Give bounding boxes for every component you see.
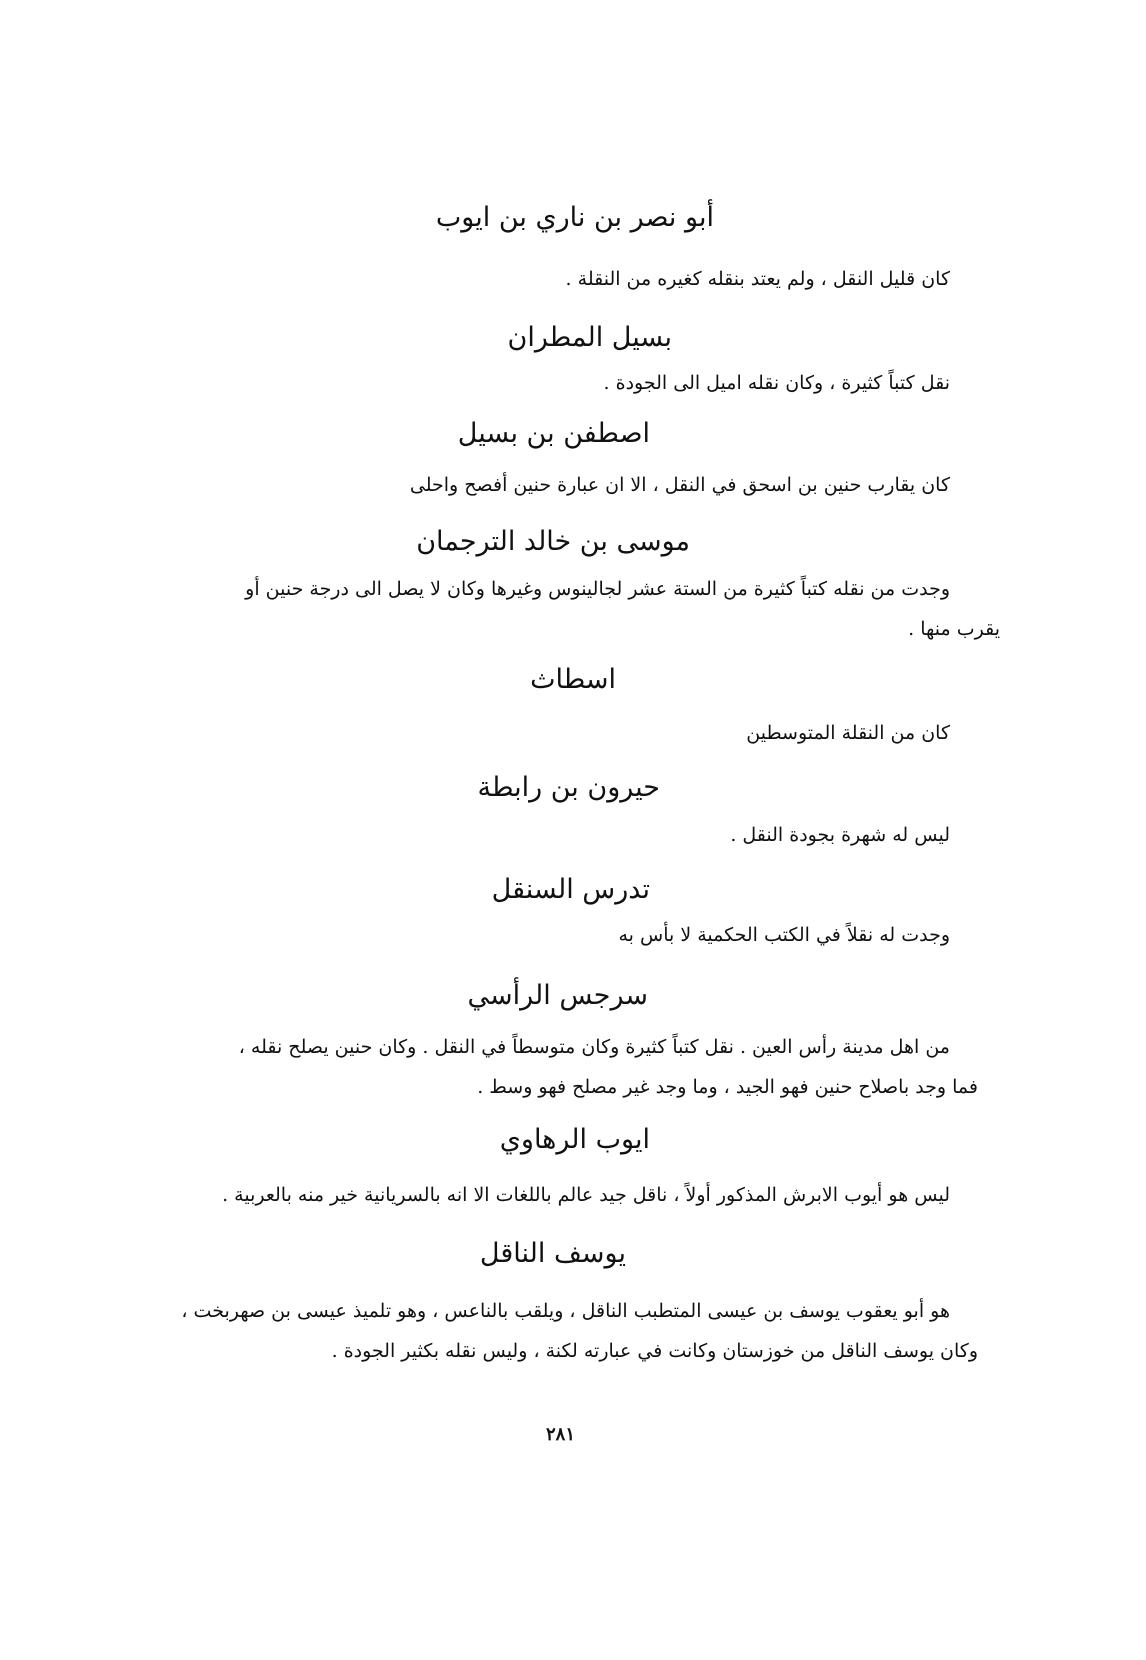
entry-heading: سرجس الرأسي	[467, 980, 648, 1011]
entry-text: وجدت من نقله كتباً كثيرة من الستة عشر لجالينوس وغيرها وكان لا يصل الى درجة حنين أو	[245, 578, 950, 600]
entry-text: هو أبو يعقوب يوسف بن عيسى المتطبب الناقل ، ويلقب بالناعس ، وهو تلميذ عيسى بن صهربخت ،	[181, 1300, 950, 1322]
entry-heading: يوسف الناقل	[479, 1238, 626, 1269]
entry-heading: اسطاث	[530, 664, 616, 695]
entry-text: كان من النقلة المتوسطين	[746, 722, 950, 744]
entry-text: وجدت له نقلاً في الكتب الحكمية لا بأس به	[618, 924, 950, 946]
entry-heading: ايوب الرهاوي	[499, 1124, 650, 1155]
entry-heading: حيرون بن رابطة	[477, 772, 660, 803]
entry-text: ليس له شهرة بجودة النقل .	[730, 824, 950, 846]
entry-heading: اصطفن بن بسيل	[457, 418, 650, 449]
entry-text: كان قليل النقل ، ولم يعتد بنقله كغيره من النقلة .	[565, 268, 950, 290]
page-number: ٢٨١	[546, 1424, 576, 1445]
entry-heading: أبو نصر بن ناري بن ايوب	[435, 202, 714, 233]
entry-heading: بسيل المطران	[507, 322, 672, 353]
entry-text: كان يقارب حنين بن اسحق في النقل ، الا ان عبارة حنين أفصح واحلى	[409, 474, 950, 496]
entry-text: ليس هو أيوب الابرش المذكور أولاً ، ناقل جيد عالم باللغات الا انه بالسريانية خير منه بالعربية .	[222, 1184, 950, 1206]
entry-text: نقل كتباً كثيرة ، وكان نقله اميل الى الجودة .	[603, 372, 950, 394]
entry-heading: موسى بن خالد الترجمان	[416, 526, 690, 557]
entry-heading: تدرس السنقل	[491, 874, 650, 905]
entry-text: فما وجد باصلاح حنين فهو الجيد ، وما وجد غير مصلح فهو وسط .	[477, 1076, 978, 1098]
entry-text: وكان يوسف الناقل من خوزستان وكانت في عبارته لكنة ، وليس نقله بكثير الجودة .	[331, 1340, 978, 1362]
entry-text: يقرب منها .	[908, 618, 1000, 640]
entry-text: من اهل مدينة رأس العين . نقل كتباً كثيرة وكان متوسطاً في النقل . وكان حنين يصلح نقله ،	[238, 1036, 950, 1058]
